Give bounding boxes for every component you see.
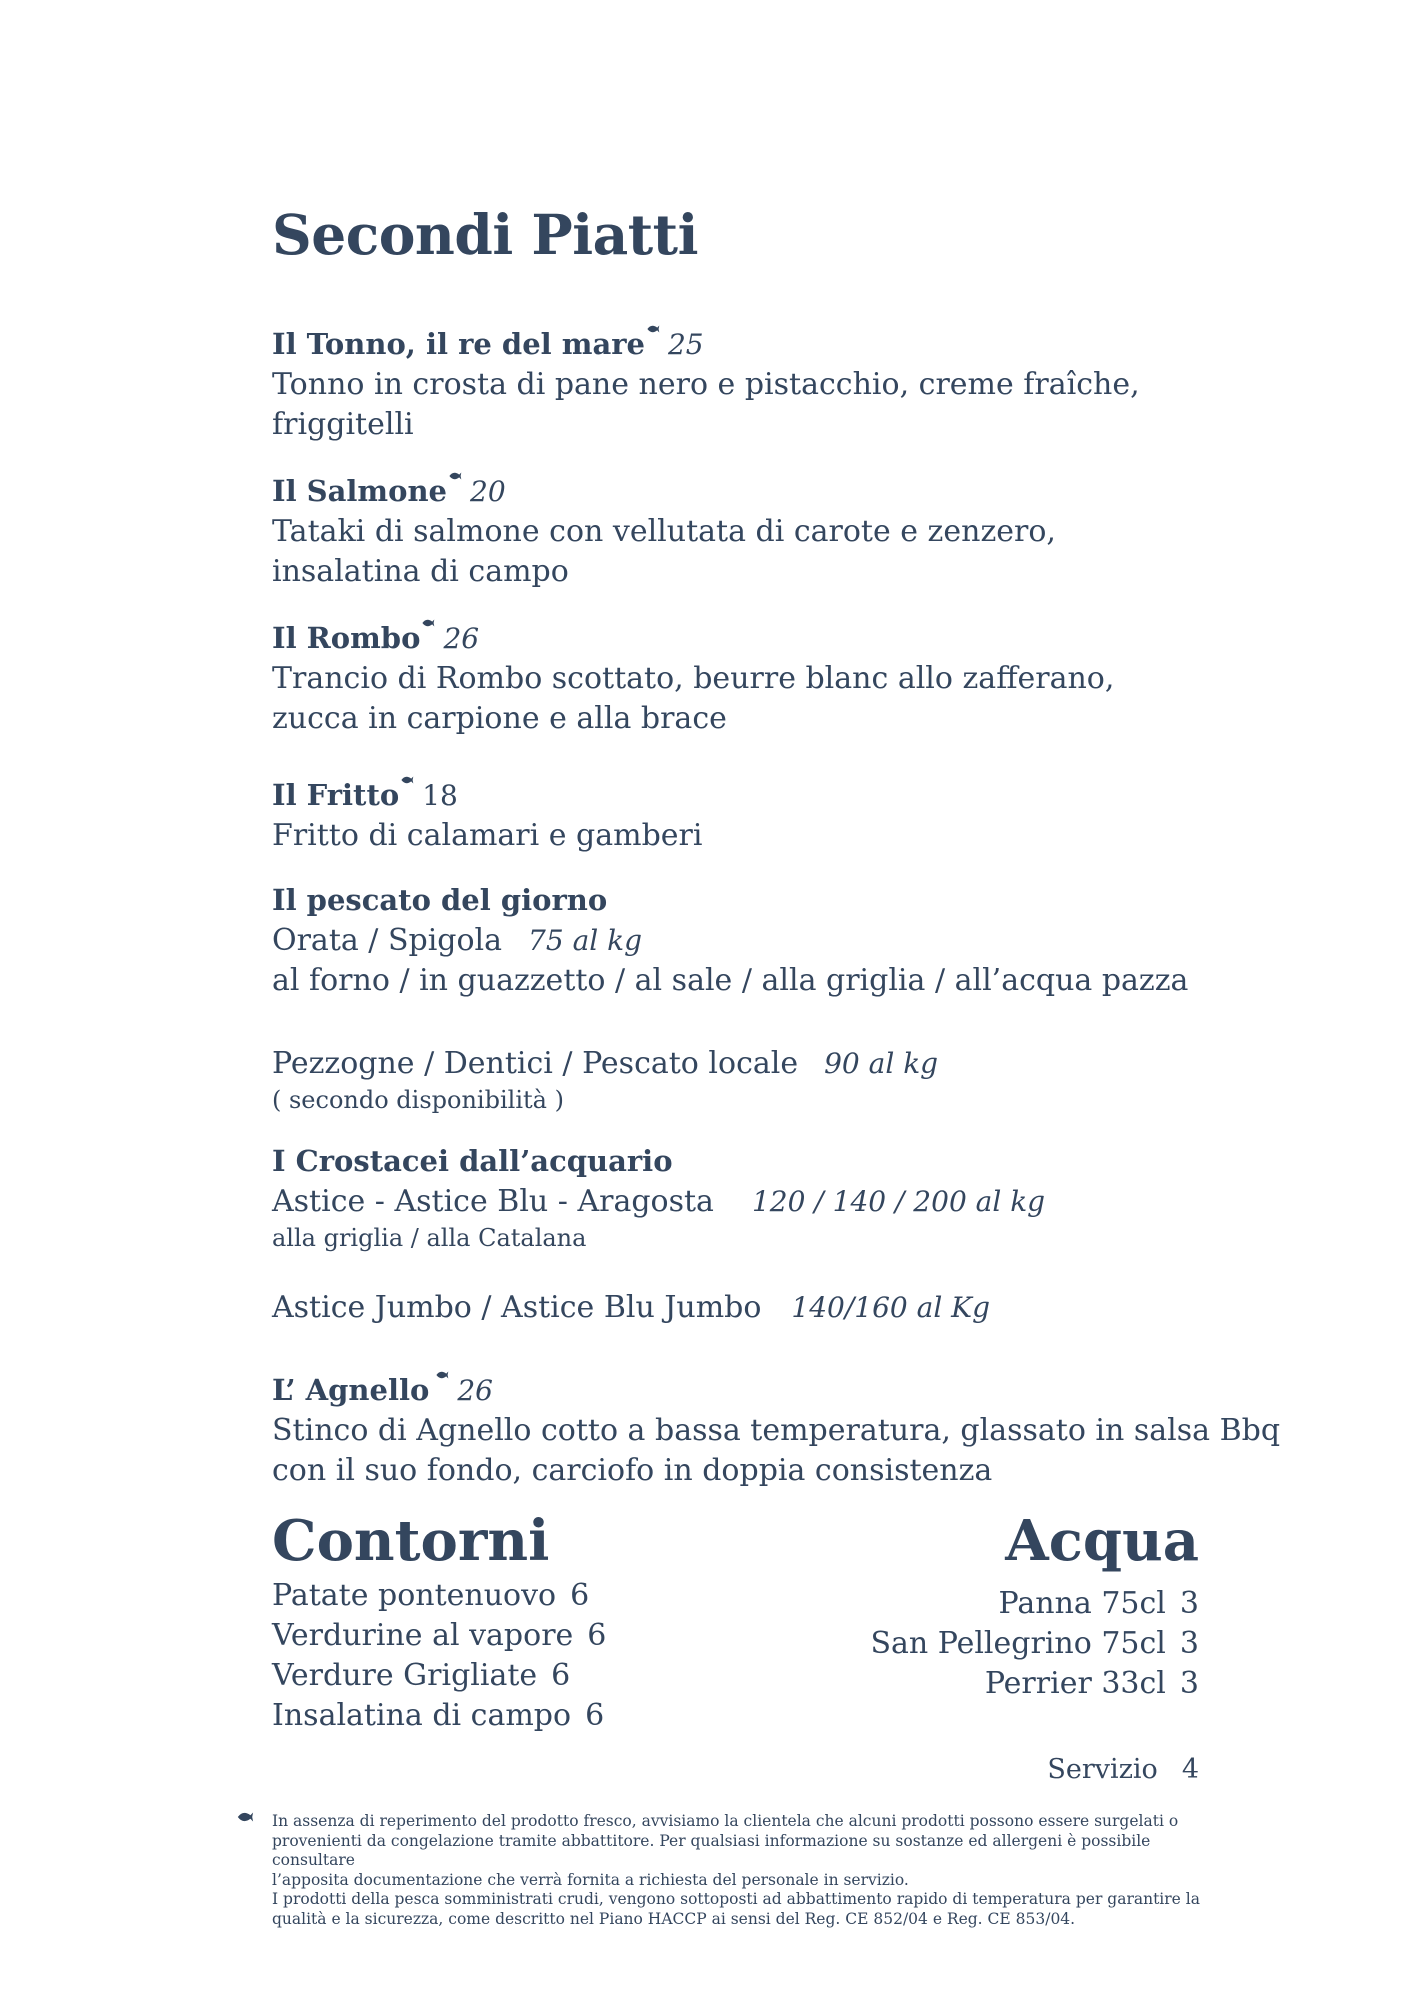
footnote-line: I prodotti della pesca somministrati crudi, vengono sottoposti ad abbattimento rapido di temperatura per garantire la <box>272 1890 1200 1908</box>
dish-description: Tataki di salmone con vellutata di carote e zenzero, <box>272 514 1056 549</box>
dish-description: Trancio di Rombo scottato, beurre blanc allo zafferano, <box>272 661 1115 696</box>
dish-price: 18 <box>422 779 458 812</box>
dish-description: Tonno in crosta di pane nero e pistacchio, creme fraîche, <box>272 367 1140 402</box>
footnote-line: In assenza di reperimento del prodotto fresco, avvisiamo la clientela che alcuni prodotti possono essere surgelati o <box>272 1812 1179 1830</box>
footnote-line: qualità e la sicurezza, come descritto nel Piano HACCP ai sensi del Reg. CE 852/04 e Reg. CE 853/04. <box>272 1909 1076 1928</box>
dish-price: 25 <box>667 328 704 361</box>
dish-description: Fritto di calamari e gamberi <box>272 818 703 853</box>
item-label: Verdurine al vapore <box>272 1618 574 1653</box>
pescato-note: ( secondo disponibilità ) <box>272 1086 564 1114</box>
item-price: 6 <box>570 1578 590 1613</box>
dish-name: Il Rombo <box>272 621 421 655</box>
dish-description-cont: con il suo fondo, carciofo in doppia consistenza <box>272 1453 993 1488</box>
acqua-item <box>870 1664 1199 1704</box>
dish-description: Stinco di Agnello cotto a bassa temperatura, glassato in salsa Bbq <box>272 1413 1281 1448</box>
pescato-price: 75 al kg <box>528 924 643 957</box>
dish-price: 26 <box>457 1374 493 1407</box>
fish-icon <box>236 1808 254 1826</box>
contorni-title: Contorni <box>272 1508 550 1574</box>
servizio-line <box>1047 1754 1199 1785</box>
crostacei-jumbo <box>272 1288 990 1328</box>
crostacei-section <box>272 1141 1045 1254</box>
acqua-item <box>870 1624 1199 1664</box>
fish-icon <box>646 322 660 336</box>
pescato-preparations: al forno / in guazzetto / al sale / alla griglia / all’acqua pazza <box>272 963 1189 998</box>
fish-icon <box>435 1368 449 1382</box>
dish-agnello <box>272 1368 1280 1491</box>
acqua-item <box>870 1584 1199 1624</box>
acqua-title: Acqua <box>1005 1508 1199 1574</box>
item-price: 6 <box>585 1698 605 1733</box>
footnote-line: provenienti da congelazione tramite abbattitore. Per qualsiasi informazione su sostanze ed allergeni è possibile consultare <box>272 1831 1151 1869</box>
item-label: Panna 75cl <box>998 1586 1166 1621</box>
fish-icon <box>448 469 462 483</box>
acqua-list <box>870 1584 1199 1704</box>
footnote-line: l’apposita documentazione che verrà fornita a richiesta del personale in servizio. <box>272 1870 909 1889</box>
contorni-list <box>272 1576 606 1736</box>
item-price: 6 <box>551 1658 571 1693</box>
contorni-item <box>272 1576 606 1616</box>
contorni-item <box>272 1696 606 1736</box>
dish-description-cont: zucca in carpione e alla brace <box>272 701 727 736</box>
crostacei-price: 120 / 140 / 200 al kg <box>751 1185 1046 1218</box>
item-price: 3 <box>1179 1666 1199 1701</box>
dish-price: 20 <box>470 475 506 508</box>
fish-icon <box>400 773 414 787</box>
dish-tonno <box>272 322 1140 445</box>
fish-icon <box>421 616 435 630</box>
dish-name: Il Tonno, il re del mare <box>272 327 645 361</box>
servizio-price: 4 <box>1181 1754 1199 1785</box>
crostacei-line: Astice Jumbo / Astice Blu Jumbo <box>272 1290 762 1325</box>
pescato-title: Il pescato del giorno <box>272 883 608 917</box>
dish-description-cont: insalatina di campo <box>272 554 569 589</box>
dish-price: 26 <box>443 622 480 655</box>
crostacei-title: I Crostacei dall’acquario <box>272 1144 673 1178</box>
contorni-item <box>272 1656 606 1696</box>
item-label: Perrier 33cl <box>984 1666 1166 1701</box>
dish-description-cont: friggitelli <box>272 407 414 442</box>
pescato-line: Pezzogne / Dentici / Pescato locale <box>272 1046 799 1081</box>
servizio-label: Servizio <box>1047 1754 1158 1785</box>
allergen-footnote <box>272 1812 1212 1929</box>
dish-rombo <box>272 616 1114 739</box>
item-label: Insalatina di campo <box>272 1698 572 1733</box>
item-price: 3 <box>1179 1586 1199 1621</box>
pescato-line: Orata / Spigola <box>272 923 503 958</box>
item-label: Patate pontenuovo <box>272 1578 557 1613</box>
pescato-section <box>272 880 1188 1001</box>
item-price: 3 <box>1179 1626 1199 1661</box>
crostacei-price: 140/160 al Kg <box>791 1291 991 1324</box>
dish-salmone <box>272 469 1056 592</box>
pescato-price: 90 al kg <box>824 1047 939 1080</box>
contorni-item <box>272 1616 606 1656</box>
pescato-locale <box>272 1044 938 1116</box>
page-title: Secondi Piatti <box>272 202 698 267</box>
crostacei-note: alla griglia / alla Catalana <box>272 1224 587 1252</box>
dish-name: Il Fritto <box>272 778 400 812</box>
dish-fritto <box>272 773 703 856</box>
crostacei-line: Astice - Astice Blu - Aragosta <box>272 1184 714 1219</box>
item-label: Verdure Grigliate <box>272 1658 538 1693</box>
item-label: San Pellegrino 75cl <box>870 1626 1166 1661</box>
item-price: 6 <box>587 1618 607 1653</box>
dish-name: Il Salmone <box>272 474 447 508</box>
dish-name: L’ Agnello <box>272 1373 430 1407</box>
